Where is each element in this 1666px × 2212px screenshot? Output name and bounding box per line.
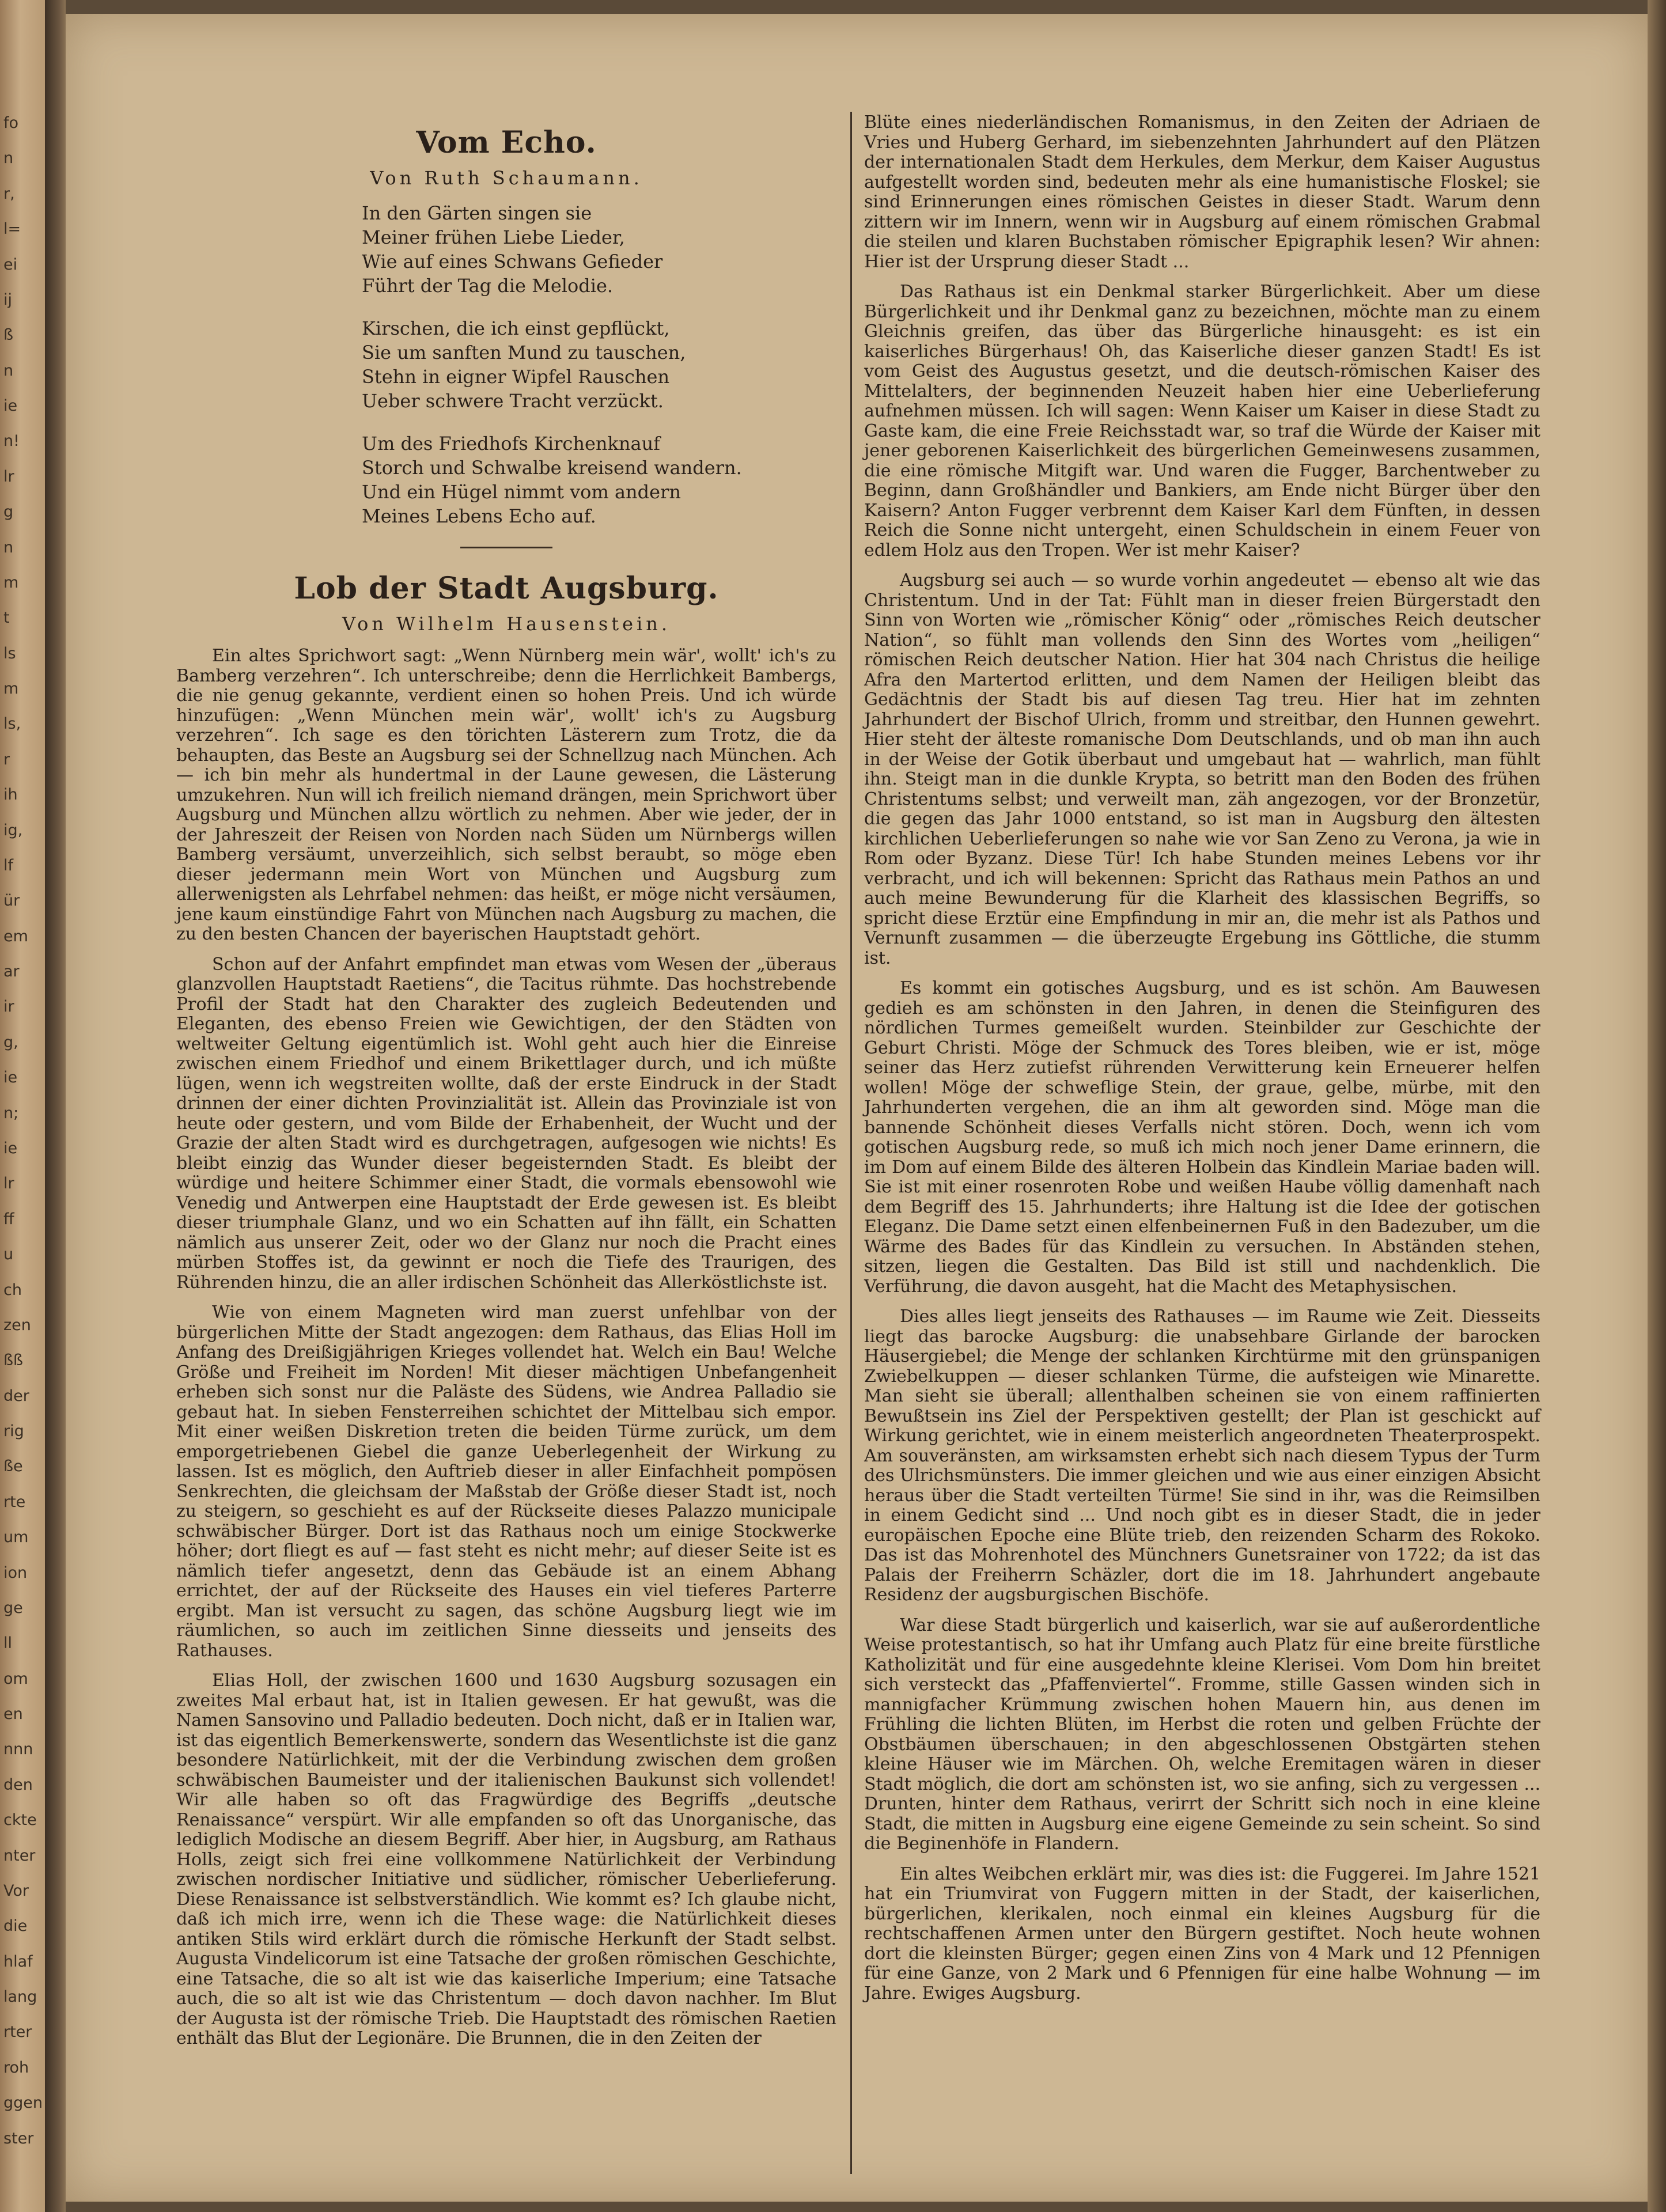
previous-page-edge: fo n r, l= ei ij ß n ie n! lr g n m t ls m ls, r ih ig, lf ür em ar ir g, ie n; ie lr ff u ch zen ßß der rig ße rte um ion ge ll om en nnn den ckte nter Vor die hlaf lang rter roh ggen ster: [0, 0, 45, 2212]
poem-line: Und ein Hügel nimmt vom andern: [362, 480, 681, 503]
poem-byline: Von Ruth Schaumann.: [370, 167, 643, 189]
poem-line: Stehn in eigner Wipfel Rauschen: [362, 365, 670, 388]
article-paragraph: Ein altes Weibchen erklärt mir, was dies ist: die Fuggerei. Im Jahre 1521 hat ein Triumvirat von Fuggern mitten in der Stadt, der kaiserlichen, bürgerlichen, klerikalen, noch einmal ein kleines Augsburg für die rechtschaffenen Armen unter den Bürgern gestiftet. Noch heute wohnen dort die kleinsten Bürger; gegen einen Zins von 4 Mark und 12 Pfennigen für eine Ganze, von 2 Mark und 6 Pfennigen für eine halbe Wohnung — im Jahre. Ewiges Augsburg.: [864, 1863, 1540, 2003]
poem-stanza: [362, 431, 836, 528]
poem-line: Um des Friedhofs Kirchenknauf: [362, 432, 661, 454]
poem-line: Sie um sanften Mund zu tauschen,: [362, 341, 686, 363]
book-gutter: [45, 0, 66, 2212]
article-paragraph: Augsburg sei auch — so wurde vorhin angedeutet — ebenso alt wie das Christentum. Und in der Tat: Fühlt man in dieser freien Bürgerstadt den Sinn von Worten wie „römischer König“ oder „römisches Reich deutscher Nation“, so fühlt man vollends den Sinn des Wortes vom „heiligen“ römischen Reich deutscher Nation. Hier hat 304 nach Christus die heilige Afra den Martertod erlitten, und dem Namen der Heiligen bleibt das Gedächtnis der Stadt bis auf diesen Tag treu. Hier hat im zehnten Jahrhundert der Bischof Ulrich, fromm und streitbar, den Hunnen gewehrt. Hier steht der älteste romanische Dom Deutschlands, und ob man ihn auch in der Weise der Gotik überbaut und umgebaut hat — wahrlich, man fühlt ihn. Steigt man in die dunkle Krypta, so betritt man den Boden des frühen Christentums selbst; und verweilt man, zäh angezogen, vor der Bronzetür, die gegen das Jahr 1000 entstand, so ist man in Augsburg den ältesten kirchlichen Ueberlieferungen so nahe wie vor San Zeno zu Verona, ja wie in Rom oder Byzanz. Diese Tür! Ich habe Stunden meines Lebens vor ihr verbracht, und ich will bekennen: Spricht das Rathaus mein Pathos an und auch meine Bewunderung für die Klarheit des klassischen Begriffs, so spricht diese Erztür eine Empfindung in mir an, die mehr ist als Pathos und Vernunft zusammen — die überzeugte Ergebung ins Göttliche, die stumm ist.: [864, 570, 1540, 968]
article-paragraph: Dies alles liegt jenseits des Rathauses — im Raume wie Zeit. Diesseits liegt das barocke Augsburg: die unabsehbare Girlande der barocken Häusergiebel; die Menge der schlanken Kirchtürme mit den grünspanigen Zwiebelkuppen — dieser schlanken Türme, die aufsteigen wie Minarette. Man sieht sie überall; allenthalben scheinen sie von einem raffinierten Bewußtsein ins Ziel der Perspektiven gestellt; der Plan ist geschickt auf Wirkung gerichtet, wie in einem meisterlich angeordneten Theaterprospekt. Am souveränsten, am wirksamsten erhebt sich nach diesem Typus der Turm des Ulrichsmünsters. Die immer gleichen und wie aus einer einzigen Absicht heraus über die Stadt verteilten Türme! Sie sind in ihr, was die Reimsilben in einem Gedicht sind ... Und noch gibt es in dieser Stadt, die in jeder europäischen Epoche eine Blüte trieb, den reizenden Scharm des Rokoko. Das ist das Mohrenhotel des Münchners Gunetsrainer von 1722; da ist das Palais der Freiherrn Schäzler, dort die im 18. Jahrhundert angebaute Residenz der augsburgischen Bischöfe.: [864, 1306, 1540, 1605]
article-paragraph: Es kommt ein gotisches Augsburg, und es ist schön. Am Bauwesen gedieh es am schönsten in den Jahren, in denen die Steinfiguren des nördlichen Turmes gemeißelt wurden. Steinbilder zur Geschichte der Geburt Christi. Möge der Schmuck des Tores bleiben, wie er ist, möge seiner das Herz zutiefst rührenden Verwitterung kein Erneuerer helfen wollen! Möge der schweflige Stein, der graue, gelbe, mürbe, mit den Jahrhunderten vergehen, die an ihm alt geworden sind. Möge man die bannende Schönheit dieses Verfalls nicht stören. Doch, wenn ich vom gotischen Augsburg rede, so muß ich mich noch jener Dame erinnern, die im Dom auf einem Bilde des älteren Holbein das Kindlein Mariae baden will. Sie ist mit einer rosenroten Robe und weißen Haube völlig damenhaft nach dem Begriff des 15. Jahrhunderts; ihre Haltung ist die Idee der gotischen Eleganz. Die Dame setzt einen elfenbeinernen Fuß in den Badezuber, um die Wärme des Bades für das Kindlein zu versuchen. In Abständen stehen, sitzen, liegen die Gestalten. Das Bild ist still und nachdenklich. Die Verführung, die davon ausgeht, hat die Macht des Metaphysischen.: [864, 978, 1540, 1297]
right-page-edge: [1648, 0, 1666, 2212]
article-paragraph: Ein altes Sprichwort sagt: „Wenn Nürnberg mein wär', wollt' ich's zu Bamberg verzehren“. Ich unterschreibe; denn die Herrlichkeit Bambergs, die nie genug gekannte, verdient einen so hohen Preis. Und ich würde hinzufügen: „Wenn München mein wär', wollt' ich's zu Augsburg verzehren“. Ich sage es den törichten Lästerern zum Trotz, die da behaupten, das Beste an Augsburg sei der Schnellzug nach München. Ach — ich bin mehr als hundertmal in der Laune gewesen, die Lästerung umzukehren. Nun will ich freilich niemand drängen, mein Sprichwort über Augsburg und München allzu wörtlich zu nehmen. Aber wie jeder, der in der Jahreszeit der Reisen von Norden nach Süden um Nürnbergs willen Bamberg versäumt, unverzeihlich, sich selbst beraubt, so möge eben dieser jedermann mein Wort von München und Augsburg zum allerwenigsten als Lehrfabel nehmen: das heißt, er möge nicht versäumen, jene kaum einstündige Fahrt von München nach Augsburg zu machen, die zu den besten Chancen der bayerischen Hauptstadt gehört.: [176, 646, 836, 944]
right-column: [864, 113, 1540, 2014]
poem-stanza: [362, 201, 836, 298]
article-paragraph: Schon auf der Anfahrt empfindet man etwas vom Wesen der „überaus glanzvollen Hauptstadt Raetiens“, die Tacitus rühmte. Das hochstrebende Profil der Stadt hat den Charakter des zugleich Bedeutenden und Eleganten, des ebenso Freien wie Gewichtigen, der den Städten von weltweiter Geltung eigentümlich ist. Wohl geht auch hier die Einreise zwischen einem Friedhof und einem Brikettlager durch, und ich müßte lügen, wenn ich wegstreiten wollte, daß der erste Eindruck in der Stadt drinnen der einer dichten Provinzialität ist. Allein das Provinziale ist von heute oder gestern, und vom Bilde der Erhabenheit, der Wucht und der Grazie der alten Stadt wird es durchgetragen, aufgesogen wie nichts! Es bleibt einzig das Wunder dieser begeisternden Stadt. Es bleibt der würdige und heitere Schimmer einer Stadt, die vormals ebensowohl wie Venedig und Antwerpen eine Hauptstadt der Erde gewesen ist. Es bleibt dieser triumphale Glanz, und wo ein Schatten auf ihn fällt, ein Schatten nämlich aus unserer Zeit, oder wo der Glanz nur noch die Pracht eines mürben Stoffes ist, da gewinnt er noch die Tiefe des Traurigen, des Rührenden hinzu, die an aller irdischen Schönheit das Allerköstlichste ist.: [176, 954, 836, 1293]
article-paragraph: Elias Holl, der zwischen 1600 und 1630 Augsburg sozusagen ein zweites Mal erbaut hat, ist in Italien gewesen. Er hat gewußt, was die Namen Sansovino und Palladio bedeuten. Doch nicht, daß er in Italien war, ist das eigentlich Bemerkenswerte, sondern das Wesentlichste ist die ganz besondere Natürlichkeit, mit der die Verbindung zwischen dem großen schwäbischen Baumeister und der italienischen Baukunst sich vollendet! Wir alle haben so oft das Fragwürdige des Begriffs „deutsche Renaissance“ verspürt. Wir alle empfanden so oft das Unorganische, das lediglich Modische an diesem Begriff. Aber hier, in Augsburg, am Rathaus Holls, zeigt sich frei eine vollkommene Natürlichkeit der Verbindung zwischen nordischer Initiative und südlicher, römischer Ueberlieferung. Diese Renaissance ist selbstverständlich. Wie kommt es? Ich glaube nicht, daß ich mich irre, wenn ich die These wage: die Natürlichkeit dieses antiken Stils wird erklärt durch die römische Herkunft der Stadt selbst. Augusta Vindelicorum ist eine Tatsache der großen römischen Geschichte, eine Tatsache, die so alt ist wie das kaiserliche Imperium; eine Tatsache auch, die so alt ist wie das Christentum — doch davon nachher. Im Blut der Augusta ist der römische Trieb. Die Hauptstadt des römischen Raetien enthält das Blut der Legionäre. Die Brunnen, die in den Zeiten der: [176, 1671, 836, 2048]
poem-line: Führt der Tag die Melodie.: [362, 274, 614, 297]
poem-line: Wie auf eines Schwans Gefieder: [362, 250, 663, 272]
article-title: Lob der Stadt Augsburg.: [294, 570, 719, 606]
poem-stanza: [362, 316, 836, 413]
poem-line: Meiner frühen Liebe Lieder,: [362, 226, 625, 248]
left-column: [176, 100, 836, 2059]
poem-body: [176, 201, 836, 528]
article-paragraph: War diese Stadt bürgerlich und kaiserlich, war sie auf außerordentliche Weise protestantisch, so hat ihr Umfang auch Platz für eine breite fürstliche Katholizität und für eine ausgedehnte kleine Klerisei. Vom Dom hin breitet sich versteckt das „Pfaffenviertel“. Fromme, stille Gassen winden sich in mannigfacher Krümmung zwischen hohen Mauern hin, aus denen im Frühling die lichten Blüten, im Herbst die roten und gelben Früchte der Obstbäumen überschauen; in den abgeschlossenen Obstgärten stehen kleine Häuser wie im Märchen. Oh, welche Eremitagen wären in dieser Stadt möglich, die dort am schönsten ist, wo sie anfing, sich zu vergessen ... Drunten, hinter dem Rathaus, verirrt der Schritt sich noch in eine kleine Stadt, die mitten in Augsburg eine eigene Gemeinde zu sein scheint. So sind die Beginenhöfe in Flandern.: [864, 1615, 1540, 1854]
newspaper-page: [66, 14, 1648, 2202]
poem-line: In den Gärten singen sie: [362, 202, 592, 224]
article-paragraph: Wie von einem Magneten wird man zuerst unfehlbar von der bürgerlichen Mitte der Stadt angezogen: dem Rathaus, das Elias Holl im Anfang des Dreißigjährigen Krieges vollendet hat. Welch ein Bau! Welche Größe und Freiheit im Norden! Mit dieser mächtigen Unbefangenheit erheben sich sonst nur die Paläste des Südens, wie Andrea Palladio sie gebaut hat. In sieben Fensterreihen schichtet der Mittelbau sich empor. Mit einer weißen Diskretion treten die beiden Türme zurück, um dem emporgetriebenen Giebel die ganze Ueberlegenheit der Wirkung zu lassen. Ist es möglich, den Auftrieb dieser in aller Einfachheit pompösen Senkrechten, die gleichsam der Maßstab der Größe dieser Stadt ist, noch zu steigern, so geschieht es auf der Rückseite dieses Palazzo municipale schwäbischer Bürger. Dort ist das Rathaus noch um einige Stockwerke höher; dort fliegt es auf — fast steht es nicht mehr; auf dieser Seite ist es nämlich tiefer angesetzt, denn das Gebäude ist an einem Abhang errichtet, der auf der Rückseite des Hauses ein viel tieferes Parterre ergibt. Man ist versucht zu sagen, das schöne Augsburg liegt wie im räumlichen, so auch im zeitlichen Sinne diesseits und jenseits des Rathauses.: [176, 1302, 836, 1661]
article-paragraph: Blüte eines niederländischen Romanismus, in den Zeiten der Adriaen de Vries und Huberg Gerhard, im siebenzehnten Jahrhundert auf den Plätzen der internationalen Stadt dem Herkules, dem Merkur, dem Kaiser Augustus aufgestellt worden sind, bedeuten mehr als eine humanistische Floskel; sie sind Erinnerungen eines römischen Geistes in dieser Stadt. Warum denn zittern wir im Innern, wenn wir in Augsburg auf einem römischen Grabmal die steilen und klaren Buchstaben römischer Epigraphik lesen? Wir ahnen: Hier ist der Ursprung dieser Stadt ...: [864, 112, 1540, 272]
poem-title: Vom Echo.: [416, 125, 597, 160]
poem-line: Storch und Schwalbe kreisend wandern.: [362, 456, 742, 479]
article-byline: Von Wilhelm Hausenstein.: [342, 612, 671, 635]
poem-line: Meines Lebens Echo auf.: [362, 505, 596, 527]
column-divider: [850, 112, 852, 2174]
section-separator: [460, 547, 552, 548]
poem-line: Ueber schwere Tracht verzückt.: [362, 389, 664, 412]
article-paragraph: Das Rathaus ist ein Denkmal starker Bürgerlichkeit. Aber um diese Bürgerlichkeit und ihr Denkmal ganz zu bezeichnen, möchte man zu einem Gleichnis greifen, das über das Bürgerliche hinausgeht: es ist ein kaiserliches Bürgerhaus! Oh, das Kaiserliche dieser ganzen Stadt! Es ist vom Geist des Augustus gesetzt, und die deutsch-römischen Kaiser des Mittelalters, der beginnenden Neuzeit haben hier eine Ueberlieferung aufnehmen müssen. Ich will sagen: Wenn Kaiser um Kaiser in diese Stadt zu Gaste kam, die eine Freie Reichsstadt war, so traf die Würde der Kaiser mit jener geborenen Kaiserlichkeit des bürgerlichen Gemeinwesens zusammen, die eine römische Mitgift war. Und waren die Fugger, Barchentweber zu Beginn, dann Großhändler und Bankiers, am Ende nicht Bürger über den Kaisern? Anton Fugger verbrennt dem Kaiser Karl dem Fünften, in dessen Reich die Sonne nicht untergeht, einen Schuldschein in einem Feuer von edlem Holz aus den Tropen. Wer ist mehr Kaiser?: [864, 282, 1540, 560]
poem-line: Kirschen, die ich einst gepflückt,: [362, 317, 670, 339]
